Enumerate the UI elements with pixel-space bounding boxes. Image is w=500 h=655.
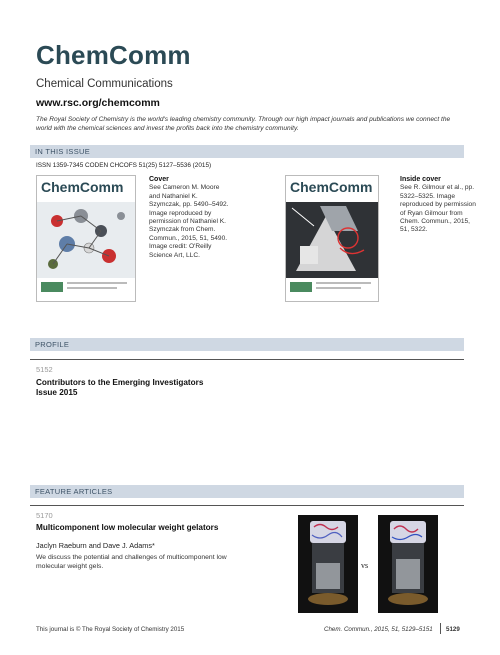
journal-subtitle: Chemical Communications bbox=[36, 78, 173, 90]
journal-url[interactable]: www.rsc.org/chemcomm bbox=[36, 97, 160, 109]
inside-cover-note bbox=[400, 176, 478, 235]
rsc-tagline: The Royal Society of Chemistry is the world's leading chemistry community. Through our high impact journals and publications we connect the world with the chemical sciences and invest the profits back into the chemistry community. bbox=[36, 116, 451, 132]
footer-page-number: 5129 bbox=[446, 626, 460, 633]
vials-artwork bbox=[298, 515, 464, 613]
inside-cover-note-text: See R. Gilmour et al., pp. 5322–5325. Image reproduced by permission of Ryan Gilmour from Chem. Commun., 2015, 51, 5322. bbox=[400, 184, 476, 234]
journal-title: ChemComm bbox=[36, 40, 191, 70]
inside-cover-artwork bbox=[286, 176, 378, 301]
feature-divider bbox=[30, 505, 464, 506]
profile-heading: PROFILE bbox=[35, 340, 70, 349]
footer-copyright: This journal is © The Royal Society of Chemistry 2015 bbox=[36, 626, 185, 633]
cover-label: Cover bbox=[149, 176, 169, 183]
cover-artwork bbox=[37, 176, 135, 301]
feature-articles-heading: FEATURE ARTICLES bbox=[35, 487, 113, 496]
inside-cover-brand: ChemComm bbox=[290, 179, 373, 195]
inside-cover-label: Inside cover bbox=[400, 176, 441, 183]
in-this-issue-heading: IN THIS ISSUE bbox=[35, 147, 91, 156]
feature-articles-band bbox=[30, 485, 464, 498]
cover-note bbox=[149, 176, 229, 260]
feature-page-number: 5170 bbox=[36, 511, 53, 520]
cover-image[interactable] bbox=[36, 175, 136, 302]
vs-label: vs bbox=[361, 561, 369, 570]
feature-authors: Jaclyn Raeburn and Dave J. Adams* bbox=[36, 541, 155, 550]
feature-title[interactable]: Multicomponent low molecular weight gelators bbox=[36, 523, 219, 532]
inside-cover-image[interactable] bbox=[285, 175, 379, 302]
profile-divider bbox=[30, 359, 464, 360]
profile-title[interactable]: Contributors to the Emerging Investigators Issue 2015 bbox=[36, 378, 204, 397]
feature-description: We discuss the potential and challenges of multicomponent low molecular weight gels. bbox=[36, 554, 227, 570]
footer-separator bbox=[440, 623, 441, 634]
cover-brand: ChemComm bbox=[41, 179, 124, 195]
in-this-issue-band bbox=[30, 145, 464, 158]
cover-note-text: See Cameron M. Moore and Nathaniel K. Szymczak, pp. 5490–5492. Image reproduced by permission of Nathaniel K. Szymczak from Chem. Commun., 2015, 51, 5490. Image credit: O'Reilly Science Art, LLC. bbox=[149, 184, 229, 259]
profile-page-number: 5152 bbox=[36, 365, 53, 374]
issn-line: ISSN 1359-7345 CODEN CHCOFS 51(25) 5127–5536 (2015) bbox=[36, 162, 212, 169]
footer-citation: Chem. Commun., 2015, 51, 5129–5151 bbox=[324, 626, 433, 633]
feature-graphic bbox=[298, 515, 464, 613]
profile-band bbox=[30, 338, 464, 351]
